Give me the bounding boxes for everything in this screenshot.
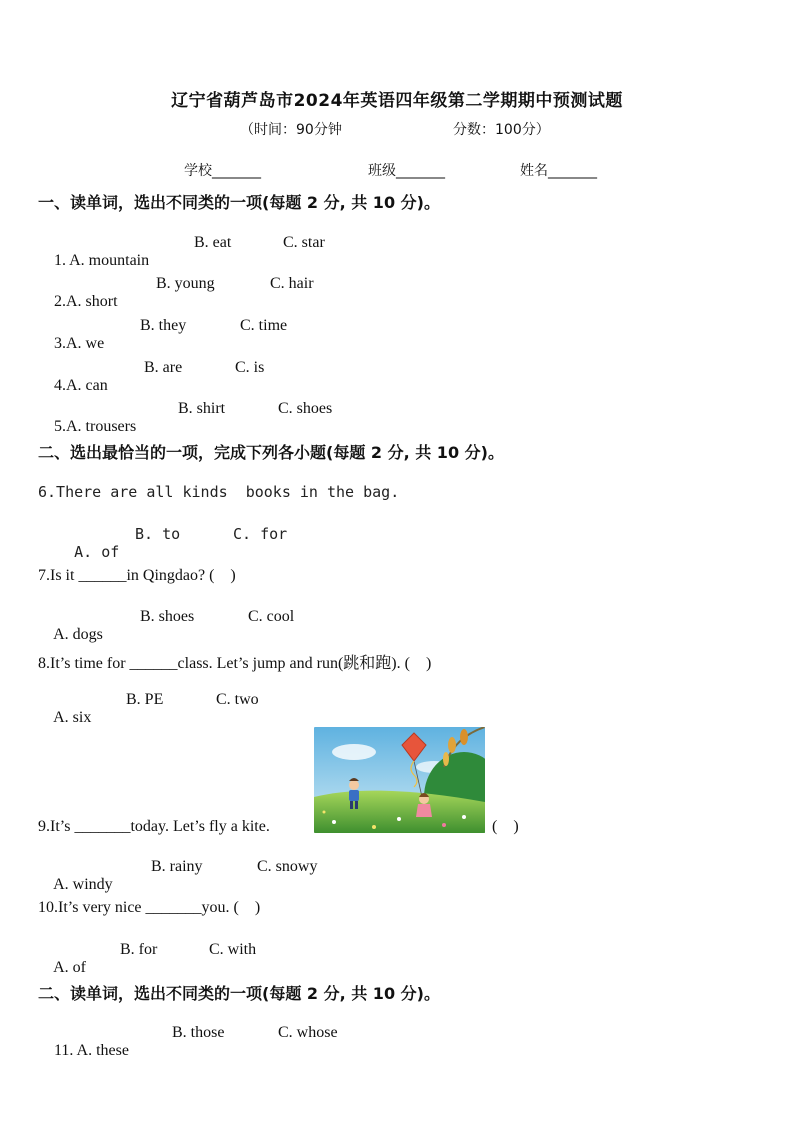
- flower: [332, 820, 336, 824]
- q7-option-a: A. dogs: [53, 626, 103, 643]
- q11-option-a: 11. A. these: [54, 1042, 129, 1059]
- q1-option-c: C. star: [283, 234, 325, 251]
- q9-option-b: B. rainy: [151, 858, 203, 875]
- q6-option-c: C. for: [233, 525, 288, 543]
- q2-option-b: B. young: [156, 275, 215, 292]
- q2-option-a: 2.A. short: [54, 293, 118, 310]
- question-6-stem: 6.There are all kinds books in the bag.: [38, 483, 400, 501]
- q8-option-b: B. PE: [126, 691, 164, 708]
- q8-option-a: A. six: [53, 709, 92, 726]
- section-1-heading: 一、读单词，选出不同类的一项(每题 2 分, 共 10 分)。: [38, 193, 440, 212]
- q2-option-c: C. hair: [270, 275, 314, 292]
- question-9-paren: ( ): [492, 818, 519, 835]
- school-field: 学校_______: [184, 163, 261, 179]
- q6-option-a: A. of: [74, 543, 120, 561]
- q10-option-a: A. of: [53, 959, 87, 976]
- exam-time: （时间：90分钟: [240, 122, 342, 138]
- q4-option-c: C. is: [235, 359, 265, 376]
- q8-option-c: C. two: [216, 691, 259, 708]
- q9-option-c: C. snowy: [257, 858, 318, 875]
- q7-option-b: B. shoes: [140, 608, 195, 625]
- exam-score: 分数：100分）: [453, 122, 550, 138]
- flower: [372, 825, 376, 829]
- question-8-stem: 8.It’s time for ______class. Let’s jump and run(跳和跑). ( ): [38, 655, 432, 672]
- q11-option-c: C. whose: [278, 1024, 338, 1041]
- q3-option-b: B. they: [140, 317, 187, 334]
- q1-option-a: 1. A. mountain: [54, 252, 150, 269]
- question-10-stem: 10.It’s very nice _______you. ( ): [38, 899, 261, 916]
- section-3-heading: 二、读单词，选出不同类的一项(每题 2 分, 共 10 分)。: [38, 984, 440, 1003]
- question-7-stem: 7.Is it ______in Qingdao? ( ): [38, 567, 236, 584]
- cloud: [332, 744, 376, 760]
- q10-option-b: B. for: [120, 941, 158, 958]
- class-field: 班级_______: [368, 163, 445, 179]
- flower: [397, 817, 401, 821]
- q3-option-c: C. time: [240, 317, 288, 334]
- flower: [442, 823, 446, 827]
- flower: [462, 815, 466, 819]
- kite-scene-svg: [314, 727, 485, 833]
- q1-option-b: B. eat: [194, 234, 232, 251]
- q11-option-b: B. those: [172, 1024, 225, 1041]
- q4-option-a: 4.A. can: [54, 377, 108, 394]
- q5-option-b: B. shirt: [178, 400, 226, 417]
- name-field: 姓名_______: [520, 163, 597, 179]
- q7-option-c: C. cool: [248, 608, 295, 625]
- question-11: [38, 1024, 338, 1114]
- q6-option-b: B. to: [135, 525, 181, 543]
- kite-flying-illustration: [314, 727, 485, 833]
- q3-option-a: 3.A. we: [54, 335, 105, 352]
- page-title: 辽宁省葫芦岛市2024年英语四年级第二学期期中预测试题: [171, 91, 623, 111]
- question-9-stem: 9.It’s _______today. Let’s fly a kite.: [38, 818, 270, 835]
- question-8-options: [38, 691, 259, 781]
- flower: [323, 811, 326, 814]
- leaf: [460, 729, 468, 745]
- q10-option-c: C. with: [209, 941, 257, 958]
- q5-option-a: 5.A. trousers: [54, 418, 137, 435]
- q4-option-b: B. are: [144, 359, 183, 376]
- leaf: [443, 752, 449, 766]
- q5-option-c: C. shoes: [278, 400, 333, 417]
- leaf: [448, 737, 456, 753]
- q9-option-a: A. windy: [53, 876, 113, 893]
- section-2-heading: 二、选出最恰当的一项，完成下列各小题(每题 2 分, 共 10 分)。: [38, 443, 504, 462]
